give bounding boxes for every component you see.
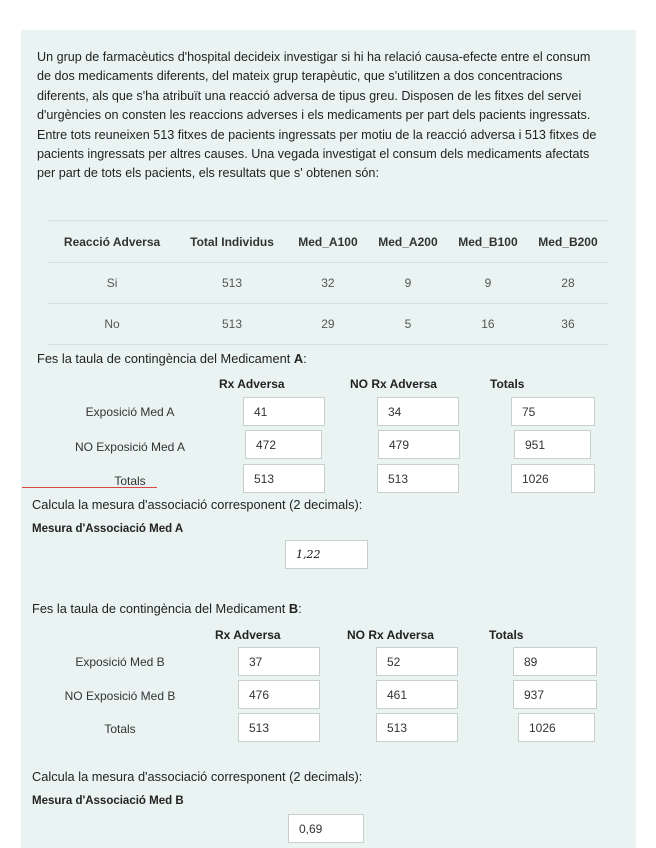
cell-input-a-r2c2[interactable]: 479 (378, 430, 460, 459)
cell-input-a-r3c2[interactable]: 513 (377, 464, 459, 493)
cell-input-b-r1c3[interactable]: 89 (513, 647, 597, 676)
contingency-a-prompt: Fes la taula de contingència del Medicament A: (37, 351, 307, 366)
table-cell: 36 (528, 304, 608, 345)
col-header: Med_B100 (448, 221, 528, 263)
cell-input-a-r3c3[interactable]: 1026 (511, 464, 595, 493)
col-header: Med_B200 (528, 221, 608, 263)
col-header: Total Individus (176, 221, 288, 263)
calc-prompt-a: Calcula la mesura d'associació corresponent (2 decimals): (32, 497, 363, 512)
col-header-rx: Rx Adversa (219, 377, 285, 391)
cell-input-a-r2c3[interactable]: 951 (514, 430, 591, 459)
cell-input-b-r2c2[interactable]: 461 (376, 680, 458, 709)
table-cell: 32 (288, 263, 368, 304)
cell-input-b-r3c3[interactable]: 1026 (518, 713, 595, 742)
intro-paragraph: Un grup de farmacèutics d'hospital decideix investigar si hi ha relació causa-efecte entre el consum de dos medicaments diferents, del mateix grup terapèutic, que s'utilitzen a dos concentracions diferents, als que s'ha atribuït una reacció adversa de tipus greu. Disposen de les fitxes del servei d'urgències on consten les reaccions adverses i els medicaments per part dels pacients ingressats. Entre tots reuneixen 513 fitxes de pacients ingressats per motiu de la reacció adversa i 513 fitxes de pacients ingressats per altres causes. Una vegada investigat el consum dels medicaments afectats per part de tots els pacients, els resultats que s' obtenen són: (37, 50, 597, 181)
cell-input-b-r1c2[interactable]: 52 (376, 647, 458, 676)
row-label-totals-b: Totals (104, 722, 136, 736)
measure-input-a[interactable]: 1,22 (285, 540, 368, 569)
row-label-no-exposure-b: NO Exposició Med B (64, 689, 176, 703)
table-cell: Si (48, 263, 176, 304)
col-header-totals-b: Totals (489, 628, 524, 642)
table-cell: 513 (176, 263, 288, 304)
cell-input-b-r2c1[interactable]: 476 (238, 680, 320, 709)
cell-input-b-r2c3[interactable]: 937 (513, 680, 597, 709)
col-header-no-rx-b: NO Rx Adversa (347, 628, 434, 642)
table-cell: 16 (448, 304, 528, 345)
cell-input-a-r3c1[interactable]: 513 (243, 464, 325, 493)
col-header-rx-b: Rx Adversa (215, 628, 281, 642)
col-header: Med_A100 (288, 221, 368, 263)
table-cell: 9 (448, 263, 528, 304)
table-cell: 28 (528, 263, 608, 304)
row-label-no-exposure-a: NO Exposició Med A (74, 440, 186, 454)
col-header: Reacció Adversa (48, 221, 176, 263)
table-cell: 5 (368, 304, 448, 345)
row-label-totals-a: Totals (114, 474, 146, 488)
measure-input-b[interactable]: 0,69 (288, 814, 364, 843)
cell-input-b-r1c1[interactable]: 37 (238, 647, 320, 676)
cell-input-a-r1c3[interactable]: 75 (511, 397, 595, 426)
cell-input-b-r3c2[interactable]: 513 (376, 713, 458, 742)
measure-label-b: Mesura d'Associació Med B (32, 795, 184, 807)
table-cell: 29 (288, 304, 368, 345)
table-row (48, 263, 608, 304)
row-label-exposure-b: Exposició Med B (75, 655, 165, 669)
measure-label-a: Mesura d'Associació Med A (32, 523, 184, 535)
col-header-totals: Totals (490, 377, 525, 391)
row-label-exposure-a: Exposició Med A (85, 405, 175, 419)
cell-input-a-r1c2[interactable]: 34 (377, 397, 459, 426)
cell-input-b-r3c1[interactable]: 513 (238, 713, 320, 742)
table-cell: 513 (176, 304, 288, 345)
table-row (48, 304, 608, 345)
col-header: Med_A200 (368, 221, 448, 263)
results-header-row (48, 221, 608, 263)
cell-input-a-r1c1[interactable]: 41 (243, 397, 325, 426)
col-header-no-rx: NO Rx Adversa (350, 377, 437, 391)
table-cell: 9 (368, 263, 448, 304)
cell-input-a-r2c1[interactable]: 472 (245, 430, 322, 459)
contingency-b-prompt: Fes la taula de contingència del Medicament B: (32, 601, 302, 616)
calc-prompt-b: Calcula la mesura d'associació corresponent (2 decimals): (32, 769, 363, 784)
results-table (48, 220, 608, 345)
table-cell: No (48, 304, 176, 345)
